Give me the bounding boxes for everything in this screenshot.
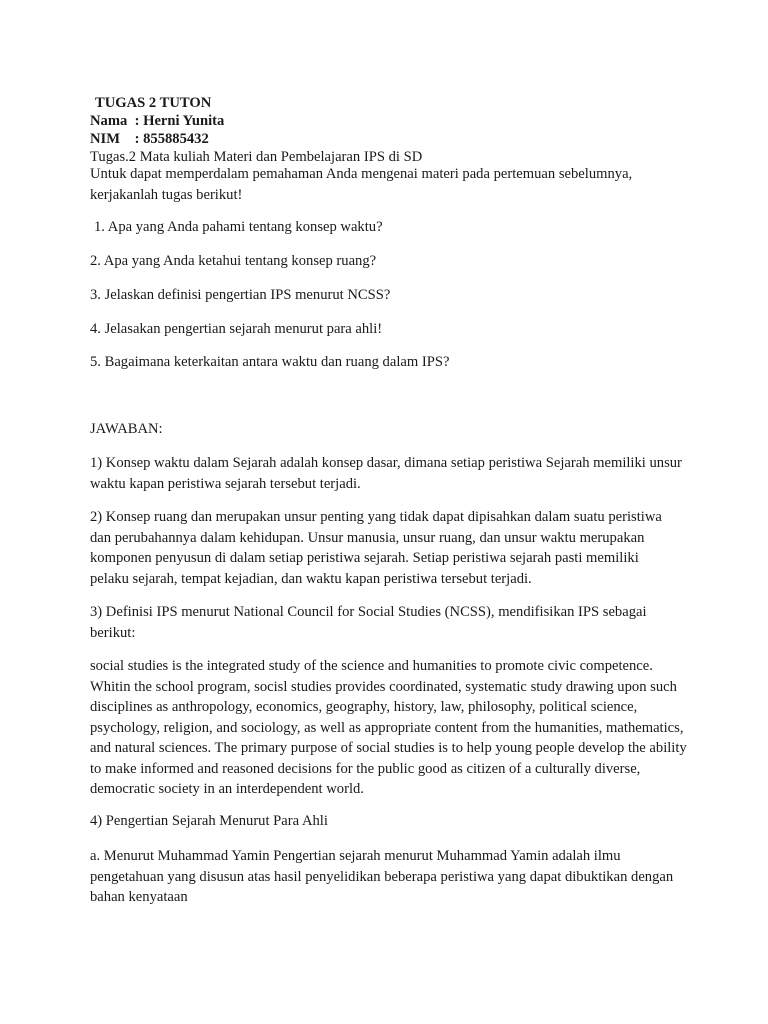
document-title: TUGAS 2 TUTON: [95, 95, 212, 111]
answers-heading: JAWABAN:: [90, 421, 163, 437]
question-3: 3. Jelaskan definisi pengertian IPS menurut NCSS?: [90, 287, 391, 303]
answer-1: 1) Konsep waktu dalam Sejarah adalah konsep dasar, dimana setiap peristiwa Sejarah memiliki unsur waktu kapan peristiwa sejarah tersebut terjadi.: [90, 455, 682, 492]
question-5: 5. Bagaimana keterkaitan antara waktu dan ruang dalam IPS?: [90, 354, 450, 370]
question-2: 2. Apa yang Anda ketahui tentang konsep ruang?: [90, 253, 377, 269]
answer-3-quote: social studies is the integrated study of the science and humanities to promote civic competence. Whitin the school program, socisl studies provides coordinated, systematic study drawing upon such disciplines as anthropology, economics, geography, history, law, philosophy, political science, psychology, religion, and sociology, as well as appropriate content from the humanities, mathematics, and natural sciences. The primary purpose of social studies is to help young people develop the ability to make informed and reasoned decisions for the public good as citizen of a culturally diverse, democratic society in an interdependent world.: [90, 658, 687, 797]
answer-4a: a. Menurut Muhammad Yamin Pengertian sejarah menurut Muhammad Yamin adalah ilmu pengetahuan yang disusun atas hasil penyelidikan beberapa peristiwa yang dapat dibuktikan dengan bahan kenyataan: [90, 848, 674, 905]
answer-2: 2) Konsep ruang dan merupakan unsur penting yang tidak dapat dipisahkan dalam suatu peristiwa dan perubahannya dalam kehidupan. Unsur manusia, unsur ruang, dan unsur waktu merupakan komponen penyusun di dalam setiap peristiwa sejarah. Setiap peristiwa sejarah pasti memiliki pelaku sejarah, tempat kejadian, dan waktu kapan peristiwa tersebut terjadi.: [90, 509, 662, 587]
question-4: 4. Jelasakan pengertian sejarah menurut para ahli!: [90, 321, 383, 337]
answer-3: 3) Definisi IPS menurut National Council for Social Studies (NCSS), mendifisikan IPS sebagai berikut:: [90, 604, 647, 641]
course-title: Tugas.2 Mata kuliah Materi dan Pembelajaran IPS di SD: [90, 149, 423, 165]
student-name: Nama : Herni Yunita: [90, 113, 225, 129]
question-1: 1. Apa yang Anda pahami tentang konsep waktu?: [94, 219, 383, 235]
student-nim: NIM : 855885432: [90, 131, 209, 147]
instruction-text: Untuk dapat memperdalam pemahaman Anda mengenai materi pada pertemuan sebelumnya, kerjakanlah tugas berikut!: [90, 166, 633, 203]
answer-4: 4) Pengertian Sejarah Menurut Para Ahli: [90, 813, 328, 829]
